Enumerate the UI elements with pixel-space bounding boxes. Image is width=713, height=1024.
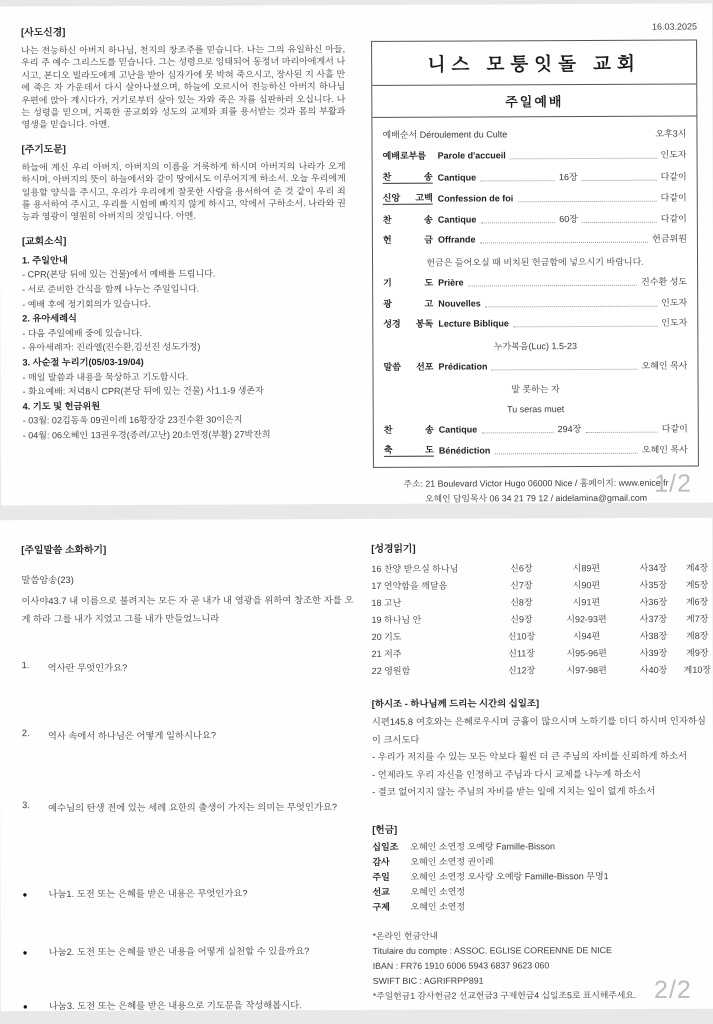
- memory-verse-text: 이사야43.7 내 이름으로 불려지는 모든 자 곧 내가 내 영광을 위하여 창조한 자를 오게 하라 그를 내가 지었고 그를 내가 만들었느니라: [21, 595, 354, 625]
- order-row-hymn-3: [384, 423, 688, 435]
- dot-leader: [513, 326, 657, 328]
- offering-type: 감사: [372, 856, 390, 867]
- order-header-time: 오후3시: [655, 128, 687, 139]
- question-number: 1.: [21, 660, 30, 671]
- offering-names: 오혜인 소연정 오사랑 오예랑 Famille-Bisson 무명1: [410, 871, 609, 882]
- church-news: [22, 232, 347, 443]
- order-leader-value: 다같이: [660, 213, 687, 224]
- iban: IBAN : FR76 1910 6006 5943 6837 9623 060: [372, 959, 550, 971]
- reading-ref: 신9장: [510, 614, 533, 625]
- page2-right-column: [371, 540, 712, 1004]
- news-heading: 2. 유아세례식: [22, 313, 77, 324]
- lords-prayer-title: [주기도문]: [21, 144, 66, 156]
- offering-names: 오혜인 소연정 오예랑 Famille-Bisson: [410, 840, 556, 852]
- pastor-contact: 오혜인 담임목사 06 34 21 79 12 / aidelamina@gmail.com: [425, 492, 648, 504]
- bulletin-page-2: [0, 518, 713, 1011]
- reading-ref: 사39장: [639, 647, 668, 659]
- order-label-ko: 찬 송: [382, 171, 433, 182]
- order-row-hymn-2: [383, 213, 687, 225]
- hasijo-petition: - 언제라도 우리 자신을 인정하고 주님과 다시 교제를 나누게 하소서: [372, 768, 641, 780]
- offering-section: [372, 820, 706, 915]
- service-title: 주일예배: [372, 85, 696, 118]
- dot-leader: [485, 305, 657, 307]
- reading-topic: 17 연약함을 깨달음: [371, 580, 448, 591]
- sermon-title-ko: 말 못하는 자: [511, 383, 560, 394]
- sharing-item-2: [23, 943, 355, 958]
- order-row-prayer: [383, 277, 687, 289]
- dot-leader: [468, 285, 637, 287]
- reading-ref: 사36장: [639, 596, 668, 608]
- order-leader-value: 헌금위원: [652, 233, 687, 244]
- reading-ref: 신12장: [507, 665, 536, 676]
- reading-ref: 시89편: [572, 563, 601, 574]
- order-leader-value: 인도자: [661, 317, 688, 328]
- creed-title: [사도신경]: [21, 27, 66, 39]
- news-line: - 예배 후에 정기회의가 있습니다.: [22, 298, 151, 310]
- bullet-icon: ●: [22, 890, 28, 900]
- memory-verse-label: 말씀암송(23): [21, 574, 74, 586]
- question-1: [22, 659, 354, 674]
- order-leader-value: 진수환 성도: [641, 276, 688, 287]
- news-heading: 4. 기도 및 헌금위원: [22, 400, 101, 412]
- offering-row: [372, 884, 706, 900]
- question-2: [22, 727, 354, 742]
- sermon-digest-title: [주일말씀 소화하기]: [21, 544, 107, 557]
- reading-topic: 22 영원함: [371, 665, 411, 676]
- reading-ref: 시90편: [572, 580, 601, 591]
- dot-leader: [582, 179, 657, 180]
- church-address: 주소: 21 Boulevard Victor Hugo 06000 Nice / 홈페이지: www.enice.fr: [403, 477, 669, 489]
- account-holder: Titulaire du compte : ASSOC. EGLISE COREENNE DE NICE: [372, 944, 612, 956]
- order-row-hymn-1: [383, 170, 687, 183]
- order-label-ko: 찬 송: [382, 214, 433, 225]
- order-leader-value: 다같이: [661, 423, 688, 434]
- order-label-fr: Cantique: [437, 213, 477, 225]
- reading-topic: 21 저주: [371, 648, 402, 659]
- order-label-ko: 예배로부름: [382, 150, 427, 161]
- order-label-ko: 축 도: [383, 444, 434, 455]
- reading-ref: 신10장: [507, 631, 536, 642]
- question-text: 예수님의 탄생 전에 있는 세례 요한의 출생이 가지는 의미는 무엇인가요?: [48, 802, 338, 814]
- offering-title: [헌금]: [372, 824, 398, 836]
- reading-ref: 계8장: [686, 630, 709, 641]
- page-number-2: 2/2: [653, 975, 692, 1004]
- reading-ref: 사38장: [639, 630, 668, 642]
- order-label-fr: Confession de foi: [437, 193, 514, 204]
- sharing-text: 나눔2. 도전 또는 은혜를 받은 내용을 어떻게 실천할 수 있을까요?: [48, 946, 310, 958]
- hasijo-petition: - 우리가 저지를 수 있는 모든 악보다 훨씬 더 큰 주님의 자비를 신뢰하게 하소서: [371, 750, 688, 762]
- order-label-fr: Lecture Biblique: [438, 318, 509, 329]
- order-label-ko: 광 고: [383, 298, 434, 309]
- reading-ref: 계9장: [686, 647, 709, 658]
- question-text: 역사 속에서 하나님은 어떻게 일하시나요?: [47, 730, 217, 742]
- order-label-fr: Bénédiction: [438, 445, 491, 456]
- offering-type: 십일조: [372, 841, 399, 852]
- reading-ref: 계4장: [685, 562, 709, 573]
- dot-leader: [582, 221, 657, 222]
- reading-ref: 시97-98편: [566, 665, 607, 676]
- question-number: 3.: [22, 800, 30, 811]
- order-label-fr: Cantique: [438, 423, 478, 435]
- hymn-number: 60장: [559, 213, 578, 224]
- church-contact: [373, 476, 699, 507]
- offering-row: [372, 869, 706, 885]
- order-label-fr: Prédication: [438, 361, 488, 372]
- question-3: [22, 799, 354, 814]
- order-header-label: 예배순서 Déroulement du Culte: [382, 129, 508, 140]
- reading-topic: 16 찬양 받으실 하나님: [371, 563, 459, 574]
- news-line: - 유아세례자: 진라엘(진수환,김선진 성도가정): [22, 342, 201, 353]
- dot-leader: [585, 431, 657, 432]
- order-row-confession: [383, 192, 687, 205]
- page1-right-column: [371, 22, 699, 507]
- reading-ref: 신11장: [508, 648, 535, 659]
- dot-leader: [480, 180, 555, 181]
- reading-ref: 시95-96편: [566, 648, 607, 659]
- reading-ref: 시91편: [572, 597, 601, 608]
- bulletin-date: 16.03.2025: [651, 21, 698, 32]
- order-row-announcements: [383, 297, 687, 309]
- hasijo-title: [하시조 - 하나님께 드리는 시간의 십일조]: [371, 697, 540, 709]
- order-leader-value: 인도자: [661, 297, 688, 308]
- worship-order-body: [372, 117, 698, 467]
- order-label-fr: Offrande: [437, 234, 476, 245]
- reading-ref: 계7장: [685, 613, 709, 624]
- scripture-reference: 누가복음(Luc) 1.5-23: [493, 340, 578, 351]
- hymn-number: 16장: [558, 171, 578, 182]
- sharing-item-1: [22, 885, 354, 900]
- bullet-icon: ●: [22, 1002, 28, 1012]
- bullet-icon: ●: [22, 948, 28, 958]
- reading-topic: 18 고난: [371, 597, 402, 608]
- order-label-ko: 말씀 선포: [383, 361, 434, 372]
- dot-leader: [492, 369, 638, 371]
- order-label-fr: Parole d'accueil: [437, 150, 506, 161]
- church-name: 니스 모퉁잇돌 교회: [372, 41, 696, 86]
- order-leader-value: 오혜인 목사: [641, 360, 688, 371]
- order-label-ko: 신앙 고백: [382, 192, 433, 203]
- offering-code-note: *주일헌금1 감사헌금2 선교헌금3 구제헌금4 십일조5로 표시해주세요.: [372, 989, 637, 1001]
- order-header: [382, 127, 686, 141]
- bulletin-page-1: [0, 3, 713, 505]
- hasijo-petition: - 결코 없어지지 않는 주님의 자비를 받는 일에 지치는 일이 없게 하소서: [372, 785, 656, 797]
- sharing-text: 나눔3. 도전 또는 은혜를 받은 내용으로 기도문을 작성해봅시다.: [48, 1000, 302, 1012]
- reading-topic: 20 기도: [371, 631, 402, 642]
- news-line: - 03월: 02김동욱 09권이레 16황장강 23진수환 30이은지: [22, 414, 243, 426]
- reading-ref: 신6장: [510, 563, 533, 574]
- page2-left-column: [21, 541, 355, 1012]
- order-leader-value: 다같이: [660, 192, 687, 203]
- order-label-ko: 찬 송: [383, 424, 434, 435]
- offering-type: 구제: [372, 902, 390, 913]
- order-row-call-to-worship: [383, 150, 687, 162]
- news-line: - 다음 주일예배 중에 있습니다.: [22, 327, 143, 339]
- offering-names: 오혜인 소연정: [410, 901, 466, 913]
- order-label-fr: Nouvelles: [438, 297, 481, 309]
- sharing-text: 나눔1. 도전 또는 은혜를 받은 내용은 무엇인가요?: [48, 888, 248, 900]
- reading-ref: 시92-93편: [566, 614, 607, 625]
- hymn-number: 294장: [557, 423, 582, 434]
- sharing-item-3: [23, 997, 355, 1012]
- news-line: - CPR(본당 뒤에 있는 건물)에서 예배를 드립니다.: [22, 269, 216, 280]
- order-leader-value: 다같이: [660, 171, 687, 182]
- news-line: - 화요예배: 저녁8시 CPR(본당 뒤에 있는 건물) 사1.1-9 생존자: [22, 385, 264, 397]
- hasijo-section: [372, 695, 706, 802]
- dot-leader: [480, 222, 555, 223]
- dot-leader: [479, 242, 648, 244]
- news-heading: 3. 사순절 누리기(05/03-19/04): [22, 356, 144, 368]
- offering-type: 주일: [372, 871, 390, 882]
- bible-reading-table: [371, 560, 712, 680]
- news-line: - 매일 말씀과 내용을 묵상하고 기도합시다.: [22, 371, 189, 383]
- offering-row: [372, 853, 706, 869]
- hasijo-verse: 시편145.8 여호와는 은혜로우시며 긍휼이 많으시며 노하기를 더디 하시며 인자하심이 크시도다: [371, 715, 706, 745]
- reading-ref: 사40장: [639, 664, 668, 676]
- offering-names: 오혜인 소연정: [410, 886, 466, 897]
- offering-row: [372, 838, 706, 854]
- order-row-offering: [383, 234, 687, 246]
- sermon-title-fr: Tu seras muet: [507, 404, 565, 415]
- reading-topic: 19 하나님 안: [371, 614, 422, 625]
- news-heading: 1. 주일안내: [22, 255, 68, 266]
- order-label-ko: 성경 봉독: [383, 318, 434, 329]
- reading-ref: 사34장: [639, 562, 668, 574]
- lords-prayer-body: 하늘에 계신 우리 아버지, 아버지의 이름을 거룩하게 하시며 아버지의 나라가 오게 하시며, 아버지의 뜻이 하늘에서와 같이 땅에서도 이루어지게 하소서. 오늘 우리에게 일용할 양식을 주시고, 우리가 우리에게 잘못한 사람을 용서하여 준 것 같이 우리 죄를 용서하여 주시고, 우리를 시험에 빠지지 않게 하시고, 악에서 구하소서. 나라와 권능과 영광이 영원히 아버지의 것입니다. 아멘.: [21, 160, 346, 222]
- order-label-ko: 헌 금: [382, 234, 433, 245]
- reading-ref: 계6장: [685, 596, 709, 607]
- offering-type: 선교: [372, 886, 390, 898]
- question-number: 2.: [21, 728, 30, 739]
- page1-left-column: [21, 23, 347, 443]
- creed-body: 나는 전능하신 아버지 하나님, 천지의 창조주를 믿습니다. 나는 그의 유일하신 아들, 우리 주 예수 그리스도를 믿습니다. 그는 성령으로 잉태되어 동정녀 마리아에게서 나시고, 본디오 빌라도에게 고난을 받아 십자가에 못 박혀 죽으시고, 장사된 지 사흘 만에 죽은 자 가운데서 다시 살아나셨으며, 하늘에 오르시어 전능하신 아버지 하나님 우편에 앉아 계시다가, 거기로부터 살아 있는 자와 죽은 자를 심판하러 오십니다. 나는 성령을 믿으며, 거룩한 공교회와 성도의 교제와 죄를 용서받는 것과 몸의 부활과 영생을 믿습니다. 아멘.: [21, 44, 346, 130]
- reading-ref: 계5장: [685, 579, 709, 590]
- church-news-title: [교회소식]: [21, 236, 67, 248]
- dot-leader: [481, 432, 553, 433]
- news-line: - 서로 준비한 간식을 함께 나누는 주일입니다.: [22, 283, 200, 295]
- offering-note: 헌금은 들어오실 때 비치된 헌금함에 넣으시기 바랍니다.: [426, 256, 644, 268]
- order-leader-value: 인도자: [660, 149, 687, 160]
- worship-order-box: [371, 40, 699, 468]
- reading-ref: 신8장: [510, 597, 533, 608]
- reading-ref: 계10장: [683, 664, 712, 675]
- offering-row: [372, 899, 706, 915]
- order-label-fr: Cantique: [437, 171, 477, 183]
- order-row-sermon: [383, 361, 687, 373]
- reading-ref: 사35장: [639, 579, 668, 591]
- order-label-ko: 기 도: [383, 277, 434, 288]
- order-row-scripture-reading: [383, 318, 687, 330]
- question-text: 역사란 무엇인가요?: [47, 662, 128, 674]
- page-number-1: 1/2: [654, 469, 693, 498]
- order-leader-value: 오혜인 목사: [641, 444, 688, 455]
- swift-bic: SWIFT BIC : AGRIFRPP891: [372, 975, 484, 986]
- dot-leader: [494, 453, 638, 455]
- reading-ref: 신7장: [510, 580, 533, 591]
- dot-leader: [510, 158, 657, 160]
- online-offering-heading: *온라인 헌금안내: [372, 930, 438, 941]
- reading-ref: 시94편: [572, 631, 601, 642]
- dot-leader: [517, 201, 656, 203]
- offering-names: 오혜인 소연정 권이레: [410, 856, 494, 867]
- bible-reading-title: [성경읽기]: [371, 543, 416, 555]
- order-row-benediction: [384, 444, 688, 457]
- reading-ref: 사37장: [639, 613, 668, 625]
- news-line: - 04월: 06오혜인 13권우경(종려/고난) 20소연정(부활) 27박잔희: [22, 429, 271, 441]
- order-label-fr: Prière: [438, 277, 464, 288]
